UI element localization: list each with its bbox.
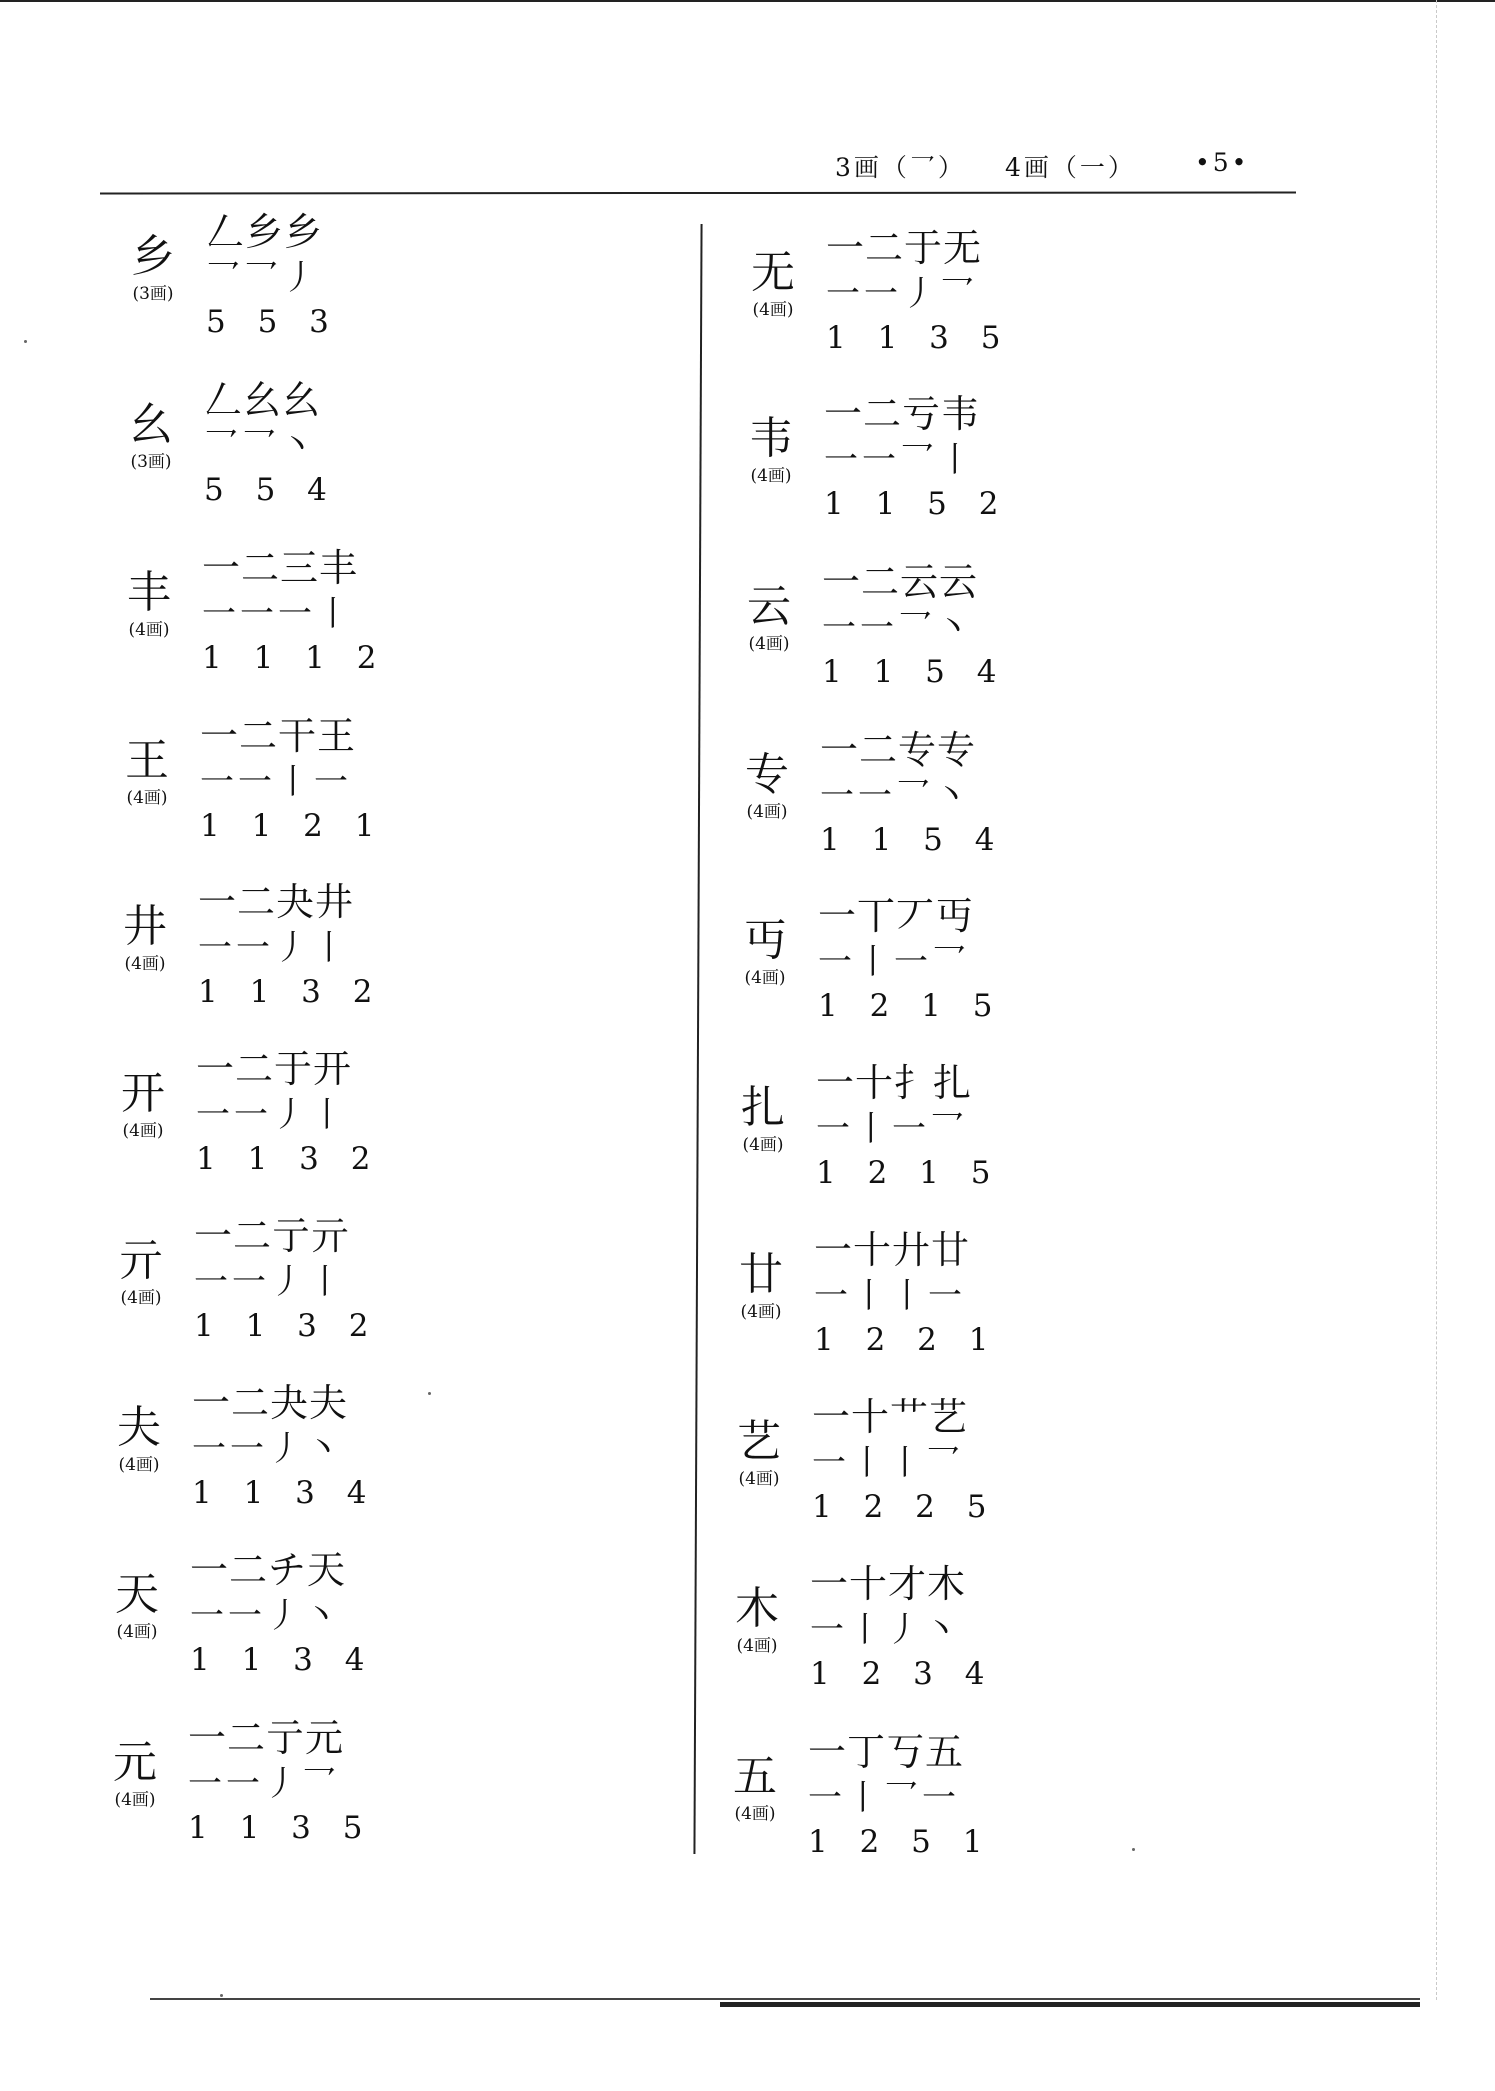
entry-stroke-count: (4画) [740,1302,782,1322]
bottom-rule-heavy [720,2002,1420,2007]
entry-stroke-codes: 1 2 1 5 [818,988,1004,1024]
entry-character: 开 [121,1068,165,1119]
entry-stroke-shapes: 一丨丨乛 [812,1443,964,1483]
character-entry [110,880,430,1030]
entry-stroke-sequence: 一二夬井 [198,880,355,924]
entry-stroke-count: (4画) [118,1455,160,1475]
column-divider [693,224,702,1854]
scan-speck [428,1392,431,1395]
running-header [835,148,1295,182]
entry-stroke-count: (4画) [734,1804,776,1824]
entry-character: 井 [123,901,167,952]
entry-stroke-count: (4画) [744,968,786,988]
entry-stroke-shapes: 一一乛丶 [822,608,974,648]
entry-stroke-shapes: 一丨一乛 [816,1109,968,1149]
entry-stroke-count: (3画) [132,284,174,304]
character-entry [734,560,1054,710]
entry-stroke-shapes: 一丨一乛 [818,942,970,982]
character-entry [722,1562,1042,1712]
page-top-edge [0,0,1495,2]
entry-character: 艺 [737,1416,781,1467]
entry-stroke-sequence: 一丁丂五 [808,1730,965,1774]
character-entry [102,1548,422,1698]
entry-stroke-codes: 1 2 3 4 [810,1656,996,1692]
entry-stroke-sequence: 一二夬夫 [192,1381,349,1425]
entry-stroke-count: (4画) [120,1288,162,1308]
entry-stroke-count: (4画) [738,1469,780,1489]
entry-stroke-count: (3画) [130,452,172,472]
entry-stroke-codes: 1 2 2 1 [814,1322,1000,1358]
entry-stroke-codes: 1 1 2 1 [200,808,386,844]
entry-stroke-sequence: 一二亍亓 [194,1214,351,1258]
entry-stroke-codes: 1 1 3 2 [196,1141,382,1177]
entry-stroke-shapes: 乛乛丶 [204,426,318,466]
entry-stroke-shapes: 一一丿丨 [194,1262,346,1302]
entry-stroke-count: (4画) [736,1636,778,1656]
entry-character: 乡 [131,231,175,282]
scan-speck [220,1994,223,1997]
entry-stroke-count: (4画) [126,788,168,808]
entry-stroke-codes: 1 1 5 4 [822,654,1008,690]
header-section-left: 3画（乛） [835,153,966,182]
character-entry [118,210,438,360]
character-entry [114,546,434,696]
entry-character: 丰 [127,567,171,618]
entry-stroke-sequence: 一二干王 [200,714,357,758]
character-entry [112,714,432,864]
entry-stroke-codes: 1 1 3 5 [826,320,1012,356]
entry-stroke-codes: 1 1 3 4 [192,1475,378,1511]
entry-stroke-sequence: 一十廾廿 [814,1228,971,1272]
entry-character: 扎 [741,1082,785,1133]
entry-stroke-count: (4画) [746,802,788,822]
entry-stroke-codes: 5 5 3 [206,304,340,340]
character-entry [100,1716,420,1866]
entry-stroke-sequence: 𠃋幺幺 [204,378,322,422]
entry-stroke-count: (4画) [124,954,166,974]
entry-character: 韦 [749,413,793,464]
entry-stroke-shapes: 一丨乛一 [808,1778,960,1818]
entry-stroke-sequence: 一二亍元 [188,1716,345,1760]
entry-stroke-sequence: 一二チ天 [190,1548,347,1592]
entry-stroke-codes: 1 2 5 1 [808,1824,994,1860]
entry-stroke-count: (4画) [742,1135,784,1155]
entry-stroke-codes: 1 1 3 4 [190,1642,376,1678]
entry-stroke-sequence: 一二云云 [822,560,979,604]
entry-character: 王 [125,735,169,786]
entry-stroke-sequence: 一二三丰 [202,546,359,590]
entry-stroke-sequence: 一十才木 [810,1562,967,1606]
entry-character: 亓 [119,1235,163,1286]
entry-stroke-sequence: 一二亏韦 [824,392,981,436]
entry-stroke-codes: 1 1 5 4 [820,822,1006,858]
entry-stroke-sequence: 一十艹艺 [812,1395,969,1439]
entry-stroke-count: (4画) [116,1622,158,1642]
scan-speck [24,340,27,343]
character-entry [720,1730,1040,1880]
entry-stroke-shapes: 一一乛丶 [820,776,972,816]
character-entry [726,1228,1046,1378]
entry-stroke-codes: 1 1 5 2 [824,486,1010,522]
bottom-rule [150,1998,1420,2000]
scan-edge-mark [1436,0,1438,2000]
character-entry [724,1395,1044,1545]
entry-stroke-shapes: 乛乛丿 [206,258,320,298]
entry-stroke-sequence: 𠃋乡乡 [206,210,324,254]
entry-character: 廿 [739,1249,783,1300]
entry-stroke-shapes: 一一乛丨 [824,440,976,480]
entry-character: 无 [751,247,795,298]
character-entry [104,1381,424,1531]
character-entry [732,728,1052,878]
entry-stroke-shapes: 一丨丿丶 [810,1610,962,1650]
entry-stroke-shapes: 一一丿丨 [196,1095,348,1135]
entry-stroke-shapes: 一一丿丨 [198,928,350,968]
entry-stroke-shapes: 一一丿乛 [826,274,978,314]
character-entry [108,1047,428,1197]
entry-stroke-shapes: 一丨丨一 [814,1276,966,1316]
character-entry [116,378,436,528]
entry-character: 元 [113,1737,157,1788]
entry-stroke-count: (4画) [114,1790,156,1810]
entry-character: 云 [747,581,791,632]
entry-character: 五 [733,1751,777,1802]
entry-character: 木 [735,1583,779,1634]
header-rule [100,191,1296,194]
entry-stroke-codes: 1 1 1 2 [202,640,388,676]
entry-character: 丏 [743,915,787,966]
entry-stroke-codes: 1 1 3 5 [188,1810,374,1846]
entry-character: 夫 [117,1402,161,1453]
entry-stroke-sequence: 一二于无 [826,226,983,270]
entry-stroke-sequence: 一丅丆丏 [818,894,975,938]
character-entry [738,226,1058,376]
scan-speck [1132,1848,1135,1851]
entry-stroke-count: (4画) [750,466,792,486]
entry-character: 专 [745,749,789,800]
entry-stroke-count: (4画) [748,634,790,654]
entry-stroke-codes: 1 2 1 5 [816,1155,1002,1191]
character-entry [106,1214,426,1364]
entry-stroke-codes: 5 5 4 [204,472,338,508]
entry-stroke-count: (4画) [122,1121,164,1141]
entry-stroke-count: (4画) [752,300,794,320]
character-entry [728,1061,1048,1211]
entry-character: 天 [115,1569,159,1620]
entry-stroke-sequence: 一二专专 [820,728,977,772]
character-entry [730,894,1050,1044]
entry-stroke-shapes: 一一丿乛 [188,1764,340,1804]
entry-stroke-codes: 1 1 3 2 [194,1308,380,1344]
entry-stroke-codes: 1 2 2 5 [812,1489,998,1525]
entry-stroke-shapes: 一一一丨 [202,594,354,634]
character-entry [736,392,1056,542]
entry-stroke-shapes: 一一丨一 [200,762,352,802]
entry-stroke-codes: 1 1 3 2 [198,974,384,1010]
entry-stroke-shapes: 一一丿丶 [190,1596,342,1636]
entry-stroke-sequence: 一十扌扎 [816,1061,973,1105]
entry-stroke-shapes: 一一丿丶 [192,1429,344,1469]
header-section-right: 4画（一） [1005,153,1136,182]
page-number: •5• [1195,148,1250,177]
entry-character: 幺 [129,399,173,450]
entry-stroke-sequence: 一二于开 [196,1047,353,1091]
entry-stroke-count: (4画) [128,620,170,640]
